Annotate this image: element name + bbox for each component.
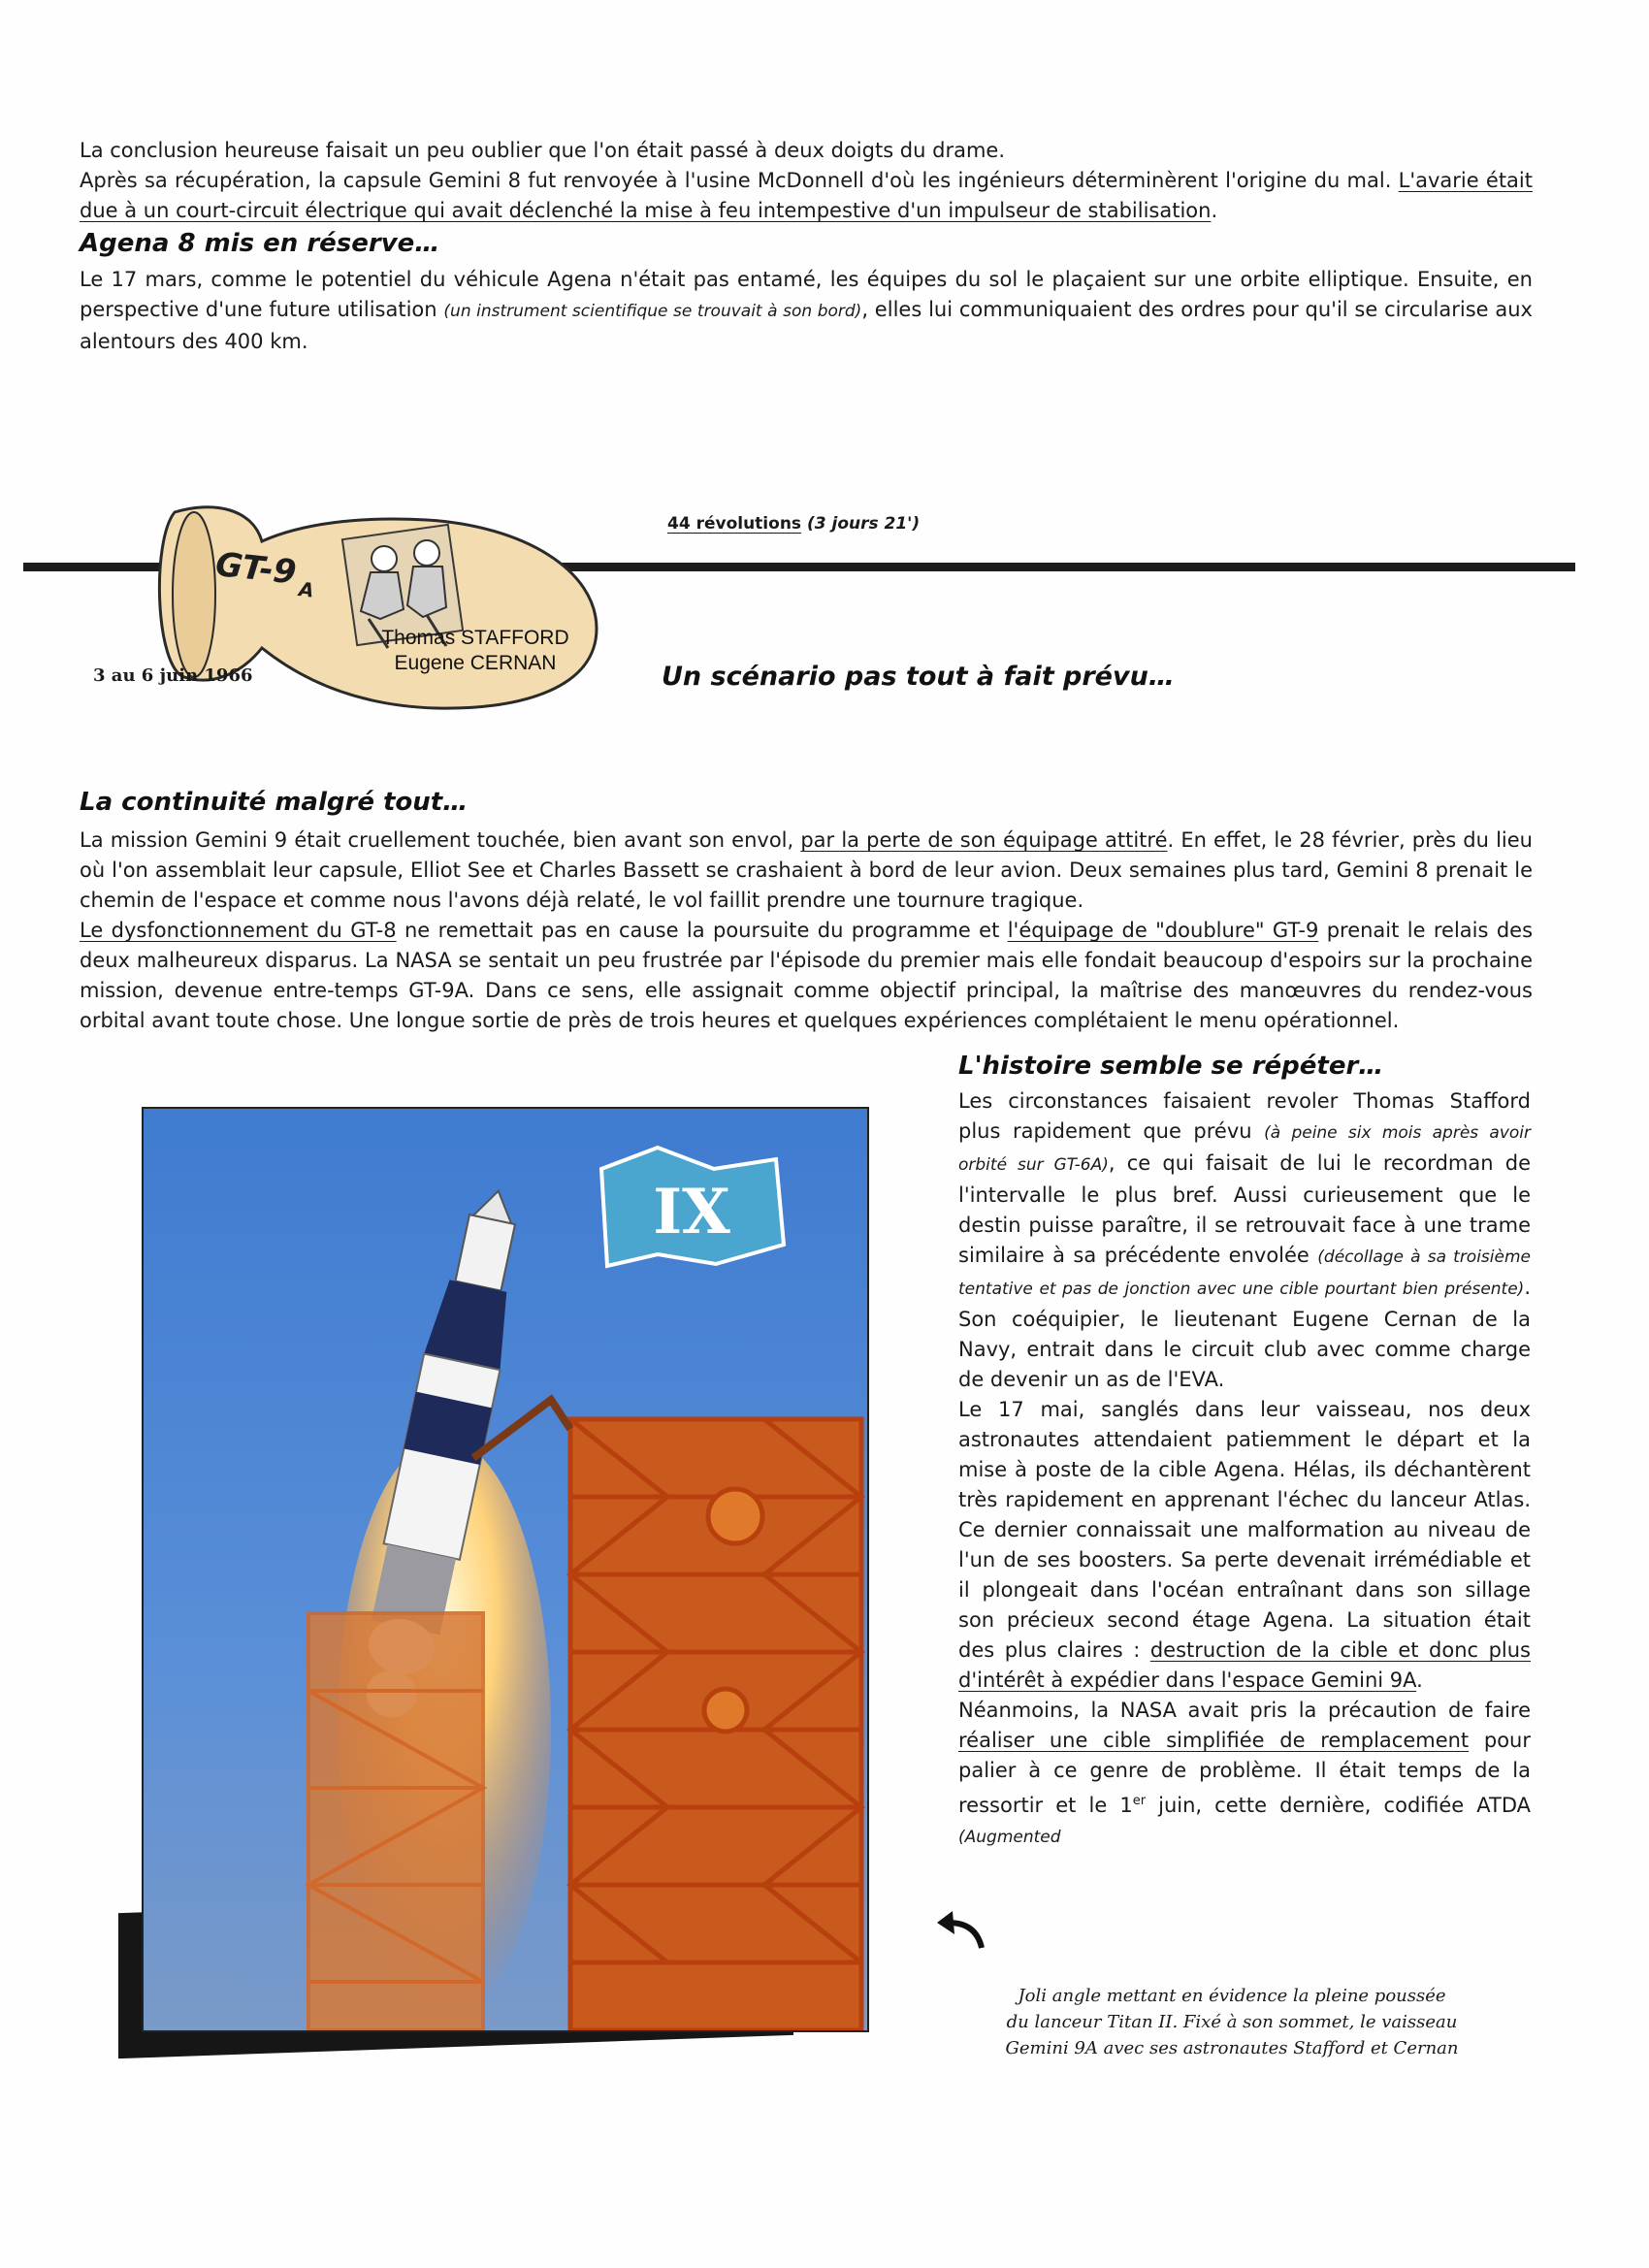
agena-paragraph (80, 265, 1533, 357)
gemini-ix-patch (601, 1148, 784, 1266)
mission-tagline: Un scénario pas tout à fait prévu… (662, 662, 1175, 692)
mission-badge-label: GT-9 (213, 545, 299, 593)
histoire-text-6: pour palier à ce genre de problème. Il était temps de la ressortir et le 1 (958, 1729, 1531, 1817)
launch-tower (570, 1419, 861, 2030)
continuite-paragraph-1 (80, 826, 1533, 916)
crew-member-2: Eugene CERNAN (394, 652, 557, 674)
continuite-paragraph-2 (80, 916, 1533, 1036)
continuite-text-1b: . En effet, le 28 février, près du lieu où l'on assemblait leur capsule, Elliot See et Charles Bassett se crashaient à bord de leur avion. Deux semaines plus tard, Gemini 8 prenait le chemin de l'espace et comme nous l'avons déjà relaté, le vol faillit prendre une tournure tragique. (80, 828, 1533, 912)
histoire-paragraph (958, 1086, 1531, 1853)
histoire-text-4: Le 17 mai, sanglés dans leur vaisseau, nos deux astronautes attendaient patiemment le départ et la mise à poste de la cible Agena. Hélas, ils déchantèrent très rapidement en apprenant l'échec du lanceur Atlas. Ce dernier connaissait une malformation au niveau de l'un de ses boosters. Sa perte devenait irrémédiable et il plongeait dans l'océan entraînant dans son sillage son précieux second étage Agena. La situation était des plus claires : (958, 1398, 1531, 1662)
continuite-heading: La continuité malgré tout… (80, 788, 469, 817)
continuite-text-2b: prenait le relais des deux malheureux disparus. La NASA se sentait un peu frustrée par l'épisode du premier mais elle fondait beaucoup d'espoirs sur la prochaine mission, devenue entre-temps GT-9A. Dans ce sens, elle assignait comme objectif principal, la maîtrise des manœuvres du rendez-vous orbital avant toute chose. Une longue sortie de près de trois heures et quelques expériences complétaient le menu opérationnel. (80, 919, 1534, 1032)
agena-note: (un instrument scientifique se trouvait à son bord) (443, 302, 862, 321)
titan-launch-photo (144, 1109, 867, 2030)
agena-heading: Agena 8 mis en réserve… (80, 229, 440, 258)
continuite-body (80, 826, 1533, 1036)
curved-arrow-icon (933, 1907, 991, 1952)
caption-line-1: Joli angle mettant en évidence la pleine poussée (1018, 1986, 1446, 2006)
patch-label: IX (653, 1176, 730, 1248)
continuite-underline-2: Le dysfonctionnement du GT-8 (80, 919, 397, 942)
agena-text-b: , elles lui communiquaient des ordres pour qu'il se circularise aux alentours des 400 km. (80, 298, 1533, 353)
histoire-note-2: (décollage à sa troisième tentative et pas de jonction avec une cible pourtant bien présente) (958, 1247, 1531, 1299)
revolutions-line (667, 514, 920, 534)
continuite-text-2a: ne remettait pas en cause la poursuite du programme et (396, 919, 1008, 942)
histoire-underline-2: réaliser une cible simplifiée de remplacement (958, 1729, 1470, 1752)
histoire-note-1: (à peine six mois après avoir orbité sur GT-6A) (958, 1123, 1531, 1175)
revolutions-count: 44 révolutions (667, 514, 802, 534)
intro-text: Après sa récupération, la capsule Gemini 8 fut renvoyée à l'usine McDonnell d'où les ingénieurs déterminèrent l'origine du mal. (80, 169, 1392, 192)
histoire-underline-1: destruction de la cible et donc plus d'intérêt à expédier dans l'espace Gemini 9A (958, 1638, 1531, 1692)
crew-member-1: Thomas STAFFORD (381, 627, 569, 649)
mission-duration: (3 jours 21') (806, 514, 921, 534)
intro-period: . (1211, 199, 1218, 222)
intro-line-1: La conclusion heureuse faisait un peu oublier que l'on était passé à deux doigts du drame. (80, 139, 1006, 162)
intro-line-2 (80, 166, 1533, 226)
histoire-text-7: juin, cette dernière, codifiée ATDA (1146, 1794, 1532, 1817)
caption-line-3: Gemini 9A avec ses astronautes Stafford et Cernan (1005, 2038, 1459, 2058)
intro-paragraph (80, 136, 1533, 226)
mission-date: 3 au 6 juin 1966 (93, 665, 253, 686)
histoire-text-5: Néanmoins, la NASA avait pris la précaution de faire (958, 1699, 1531, 1722)
histoire-superscript: er (1132, 1794, 1147, 1808)
histoire-text-3: . Son coéquipier, le lieutenant Eugene Cernan de la Navy, entrait dans le circuit club avec comme charge de devenir un as de l'EVA. (958, 1276, 1531, 1391)
histoire-note-3: (Augmented (958, 1828, 1061, 1847)
agena-text-a: Le 17 mars, comme le potentiel du véhicule Agena n'était pas entamé, les équipes du sol le plaçaient sur une orbite elliptique. Ensuite, en perspective d'une future utilisation (80, 268, 1533, 321)
histoire-heading: L'histoire semble se répéter… (958, 1052, 1384, 1081)
continuite-underline-1: par la perte de son équipage attitré (800, 828, 1168, 852)
photo-caption (989, 1983, 1474, 2061)
continuite-underline-3: l'équipage de "doublure" GT-9 (1007, 919, 1319, 942)
intro-underlined: L'avarie était due à un court-circuit électrique qui avait déclenché la mise à feu intempestive d'un impulseur de stabilisation (80, 169, 1533, 222)
caption-line-2: du lanceur Titan II. Fixé à son sommet, le vaisseau (1006, 2012, 1458, 2032)
histoire-text-2: , ce qui faisait de lui le recordman de l'intervalle le plus bref. Aussi curieusement que le destin puisse paraître, il se retrouvait face à une trame similaire à sa précédente envolée (958, 1151, 1531, 1267)
histoire-text-1: Les circonstances faisaient revoler Thomas Stafford plus rapidement que prévu (958, 1089, 1531, 1143)
histoire-text-4-end: . (1416, 1669, 1423, 1692)
continuite-text-1a: La mission Gemini 9 était cruellement touchée, bien avant son envol, (80, 828, 794, 852)
mission-badge-suffix: A (297, 577, 315, 602)
